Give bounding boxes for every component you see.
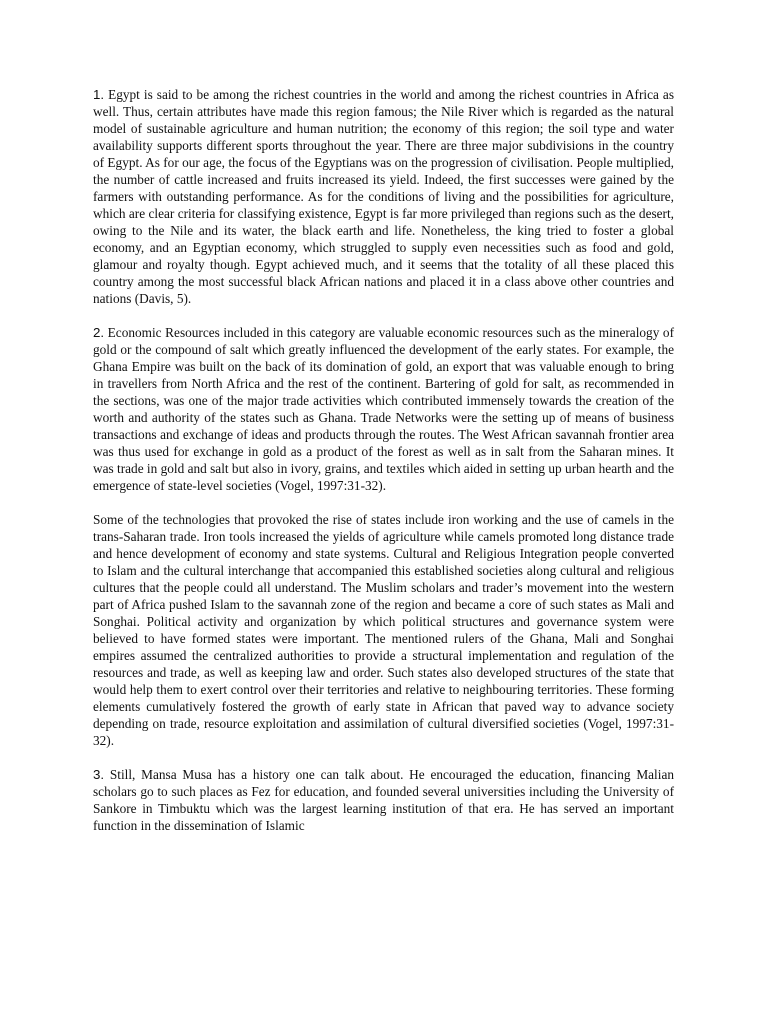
paragraph-text: Egypt is said to be among the richest countries in the world and among the richest countries in Africa as well. Thus, certain attributes have made this region famous; the Nile River which is regarded as the natural model of sustainable agriculture and human nutrition; the economy of this region; the soil type and water availability supports different sports throughout the year. There are three major subdivisions in the country of Egypt. As for our age, the focus of the Egyptians was on the progression of civilisation. People multiplied, the number of cattle increased and fruits increased its yield. Indeed, the first successes were gained by the farmers with outstanding performance. As for the conditions of living and the possibilities for agriculture, which are clear criteria for classifying existence, Egypt is far more privileged than regions such as the desert, owing to the Nile and its water, the black earth and life. Nonetheless, the king tried to foster a global economy, and an Egyptian economy, which struggled to supply even necessities such as food and gold, glamour and royalty though. Egypt achieved much, and it seems that the totality of all these placed this country among the most successful black African nations and placed it in a class above other countries and nations (Davis, 5). [93,87,674,306]
paragraph-3 [93,766,674,834]
paragraph-text: Economic Resources included in this category are valuable economic resources such as the mineralogy of gold or the compound of salt which greatly influenced the development of the early states. For example, the Ghana Empire was built on the back of its domination of gold, an export that was valuable enough to bring in travellers from North Africa and the rest of the continent. Bartering of gold for salt, as recommended in the sections, was one of the major trade activities which contributed immensely towards the creation of the worth and authority of the states such as Ghana. Trade Networks were the setting up of means of business transactions and exchange of ideas and products through the routes. The West African savannah frontier area was thus used for exchange in gold as a product of the forest as well as in salt from the Saharan mines. It was trade in gold and salt but also in ivory, grains, and textiles which aided in setting up urban hearth and the emergence of state-level societies (Vogel, 1997:31-32). [93,325,674,493]
paragraph-text: Still, Mansa Musa has a history one can talk about. He encouraged the education, financing Malian scholars go to such places as Fez for education, and founded several universities including the University of Sankore in Timbuktu which was the largest learning institution of that era. He has served an important function in the dissemination of Islamic [93,767,674,833]
paragraph-2 [93,324,674,494]
paragraph-text: Some of the technologies that provoked the rise of states include iron working and the use of camels in the trans-Saharan trade. Iron tools increased the yields of agriculture while camels promoted long distance trade and hence development of economy and state systems. Cultural and Religious Integration people converted to Islam and the cultural interchange that accompanied this established societies along cultural and religious cultures that the people could all understand. The Muslim scholars and trader’s movement into the western part of Africa pushed Islam to the savannah zone of the region and became a core of such states as Mali and Songhai. Political activity and organization by which political structures and governance system were believed to have formed states were important. The mentioned rulers of the Ghana, Mali and Songhai empires assumed the centralized authorities to provide a structural implementation and regulation of the resources and trade, as well as keeping law and order. Such states also developed structures of the state that would help them to exert control over their territories and relative to neighbouring territories. These forming elements cumulatively fostered the growth of early state in African that paved way to advance society depending on trade, resource exploitation and assimilation of cultural diversified societies (Vogel, 1997:31-32). [93,512,674,748]
paragraph-number: 3. [93,767,105,782]
document-page [93,86,674,851]
paragraph-number: 2. [93,325,105,340]
paragraph-technologies [93,511,674,749]
paragraph-1 [93,86,674,307]
paragraph-number: 1. [93,87,105,102]
